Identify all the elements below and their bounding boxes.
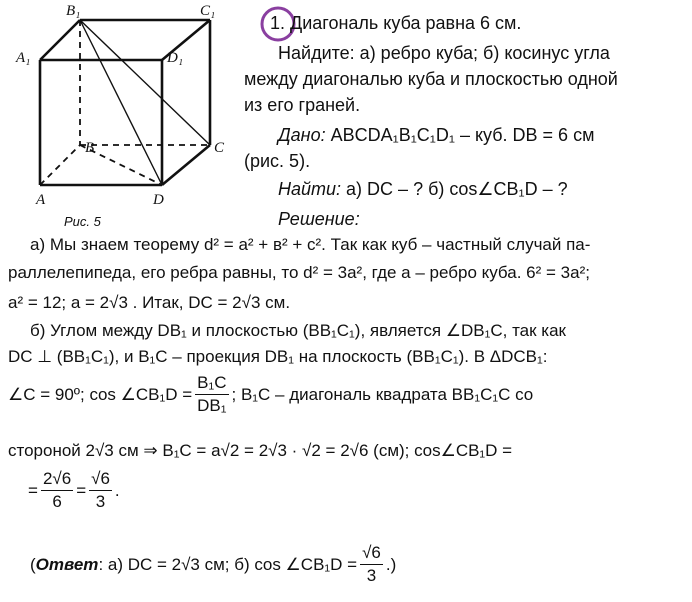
problem-statement: Диагональ куба равна 6 см. (290, 13, 522, 33)
cube-figure (0, 0, 245, 240)
label-c: C (214, 140, 225, 156)
solution-b-line-4: стороной 2√3 см ⇒ B₁C = a√2 = 2√3 · √2 = 2√6 (см); cos∠CB₁D = (8, 441, 513, 460)
fraction-numerator: 2√6 (41, 468, 73, 491)
diagonal-b1-c (80, 20, 210, 145)
label-d: D (153, 192, 164, 208)
answer-label: Ответ (35, 554, 99, 574)
cos-expression: ∠C = 90º; cos ∠CB₁D = (8, 384, 193, 404)
label-b1: B₁ (66, 3, 81, 19)
fraction-denominator: 6 (52, 492, 62, 511)
find-line-3: из его граней. (244, 95, 361, 115)
solution-b-line-1: б) Углом между DB₁ и плоскостью (BB₁C₁), является ∠DB₁C, так как (30, 321, 566, 340)
answer-fraction (360, 542, 383, 587)
problem-header (270, 12, 521, 34)
fraction-numerator: B₁C (195, 372, 228, 395)
solution-label: Решение: (278, 209, 360, 229)
given-line (278, 124, 594, 146)
diagonal-note: ; B₁C – диагональ квадрата BB₁C₁C со (231, 384, 534, 404)
problem-number: 1. (270, 13, 286, 33)
label-d1: D₁ (167, 50, 184, 66)
edge-d-c (162, 145, 210, 185)
fraction-b1c-db1 (195, 372, 228, 417)
label-a1: A₁ (16, 50, 31, 66)
given-line-2: (рис. 5). (244, 151, 311, 171)
figure-caption: Рис. 5 (64, 214, 101, 229)
solution-b-line-3 (8, 372, 533, 417)
fraction-numerator: √6 (360, 542, 383, 565)
find-text: а) DC – ? б) cos∠CB₁D – ? (346, 179, 568, 199)
answer-open-paren: ( (30, 554, 36, 574)
fraction-numerator: √6 (89, 468, 112, 491)
solution-a-line-3: a² = 12; a = 2√3 . Итак, DC = 2√3 см. (8, 293, 291, 312)
find-line-2: между диагональю куба и плоскостью одной (244, 69, 618, 89)
hidden-edge-a-b (40, 145, 80, 185)
solution-a-line-2: раллелепипеда, его ребра равны, то d² = 3a², где a – ребро куба. 6² = 3a²; (8, 263, 590, 282)
fraction-2sqrt6-6 (41, 468, 73, 513)
answer-close: .) (385, 554, 397, 574)
fraction-denominator: 3 (95, 492, 106, 511)
solution-a-line-1: а) Мы знаем теорему d² = a² + в² + c². Так как куб – частный случай па- (30, 235, 591, 254)
label-a: A (36, 192, 46, 208)
label-b: B (85, 140, 95, 156)
find-label: Найти: (278, 179, 342, 199)
end-period: . (114, 480, 120, 500)
given-label: Дано: (278, 125, 326, 145)
fraction-denominator: 3 (366, 566, 377, 585)
label-c1: C₁ (200, 3, 216, 19)
fraction-denominator: DB₁ (197, 396, 227, 415)
answer-text: : а) DC = 2√3 см; б) cos ∠CB₁D = (98, 554, 358, 574)
edge-a1-b1 (40, 20, 80, 60)
equals-sign: = (28, 480, 38, 500)
solution-b-line-5: = $\frac{2√6}{6}$ = $\frac{√6}{3}$ . (28, 469, 120, 511)
find-what-line (278, 178, 568, 200)
given-text: ABCDA₁B₁C₁D₁ – куб. DB = 6 см (330, 125, 595, 145)
find-line-1: Найдите: а) ребро куба; б) косинус угла (278, 43, 610, 63)
fraction-sqrt6-3 (89, 468, 112, 513)
diagonal-b1-d (80, 20, 162, 185)
solution-b-line-2: DC ⊥ (BB₁C₁), и B₁C – проекция DB₁ на плоскость (BB₁C₁). В ΔDCB₁: (8, 347, 548, 366)
answer-line (30, 542, 396, 587)
